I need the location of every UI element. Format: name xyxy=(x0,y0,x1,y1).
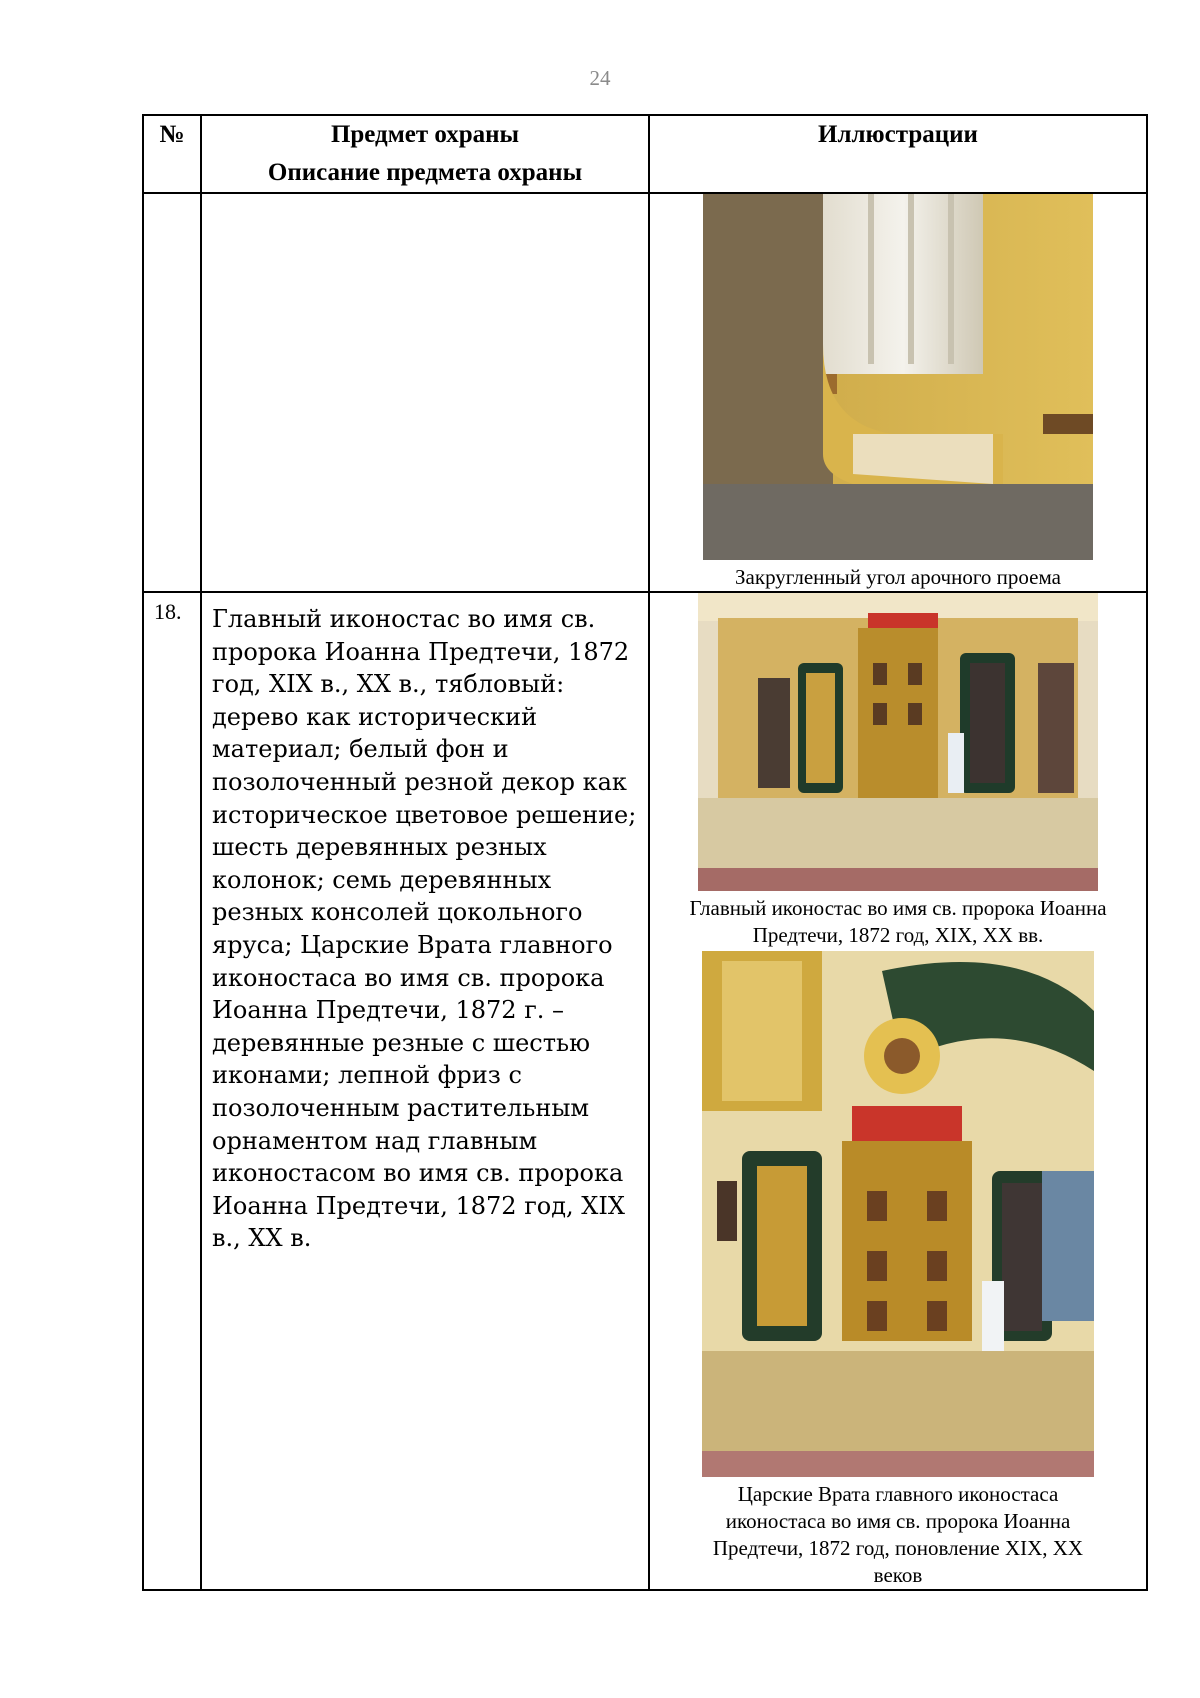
royal-doors-photo xyxy=(702,951,1094,1477)
header-subject xyxy=(201,115,649,193)
row-number-cell xyxy=(143,193,201,592)
arch-corner-photo xyxy=(703,194,1093,560)
header-number: № xyxy=(143,115,201,193)
illustration-caption: Царские Врата главного иконостаса иконостаса во имя св. пророка Иоанна Предтечи, 1872 год, поновление XIX, XX веков xyxy=(712,1482,1084,1587)
illustration-caption: Главный иконостас во имя св. пророка Иоанна Предтечи, 1872 год, XIX, XX вв. xyxy=(689,896,1107,947)
row-description-cell: Главный иконостас во имя св. пророка Иоанна Предтечи, 1872 год, XIX в., XX в., тябловый: дерево как исторический материал; белый фон и позолоченный резной декор как историческое цветовое решение; шесть деревянных резных колонок; семь деревянных резных консолей цокольного яруса; Царские Врата главного иконостаса во имя св. пророка Иоанна Предтечи, 1872 г. – деревянные резные с шестью иконами; лепной фриз с позолоченным растительным орнаментом над главным иконостасом во имя св. пророка Иоанна Предтечи, 1872 год, XIX в., XX в. xyxy=(201,592,649,1590)
illustration-caption: Закругленный угол арочного проема xyxy=(735,565,1061,589)
table-row xyxy=(143,592,1147,1590)
protection-subject-table xyxy=(142,114,1148,1591)
header-subject-line2: Описание предмета охраны xyxy=(267,159,583,186)
row-description-cell xyxy=(201,193,649,592)
header-illustrations: Иллюстрации xyxy=(649,115,1147,193)
row-illustrations-cell xyxy=(649,193,1147,592)
page-number: 24 xyxy=(589,66,611,90)
table-row xyxy=(143,193,1147,592)
row-illustrations-cell xyxy=(649,592,1147,1590)
table-header-row xyxy=(143,115,1147,193)
iconostasis-photo xyxy=(698,593,1098,891)
header-subject-line1: Предмет охраны xyxy=(330,121,520,148)
row-number-cell: 18. xyxy=(143,592,201,1590)
